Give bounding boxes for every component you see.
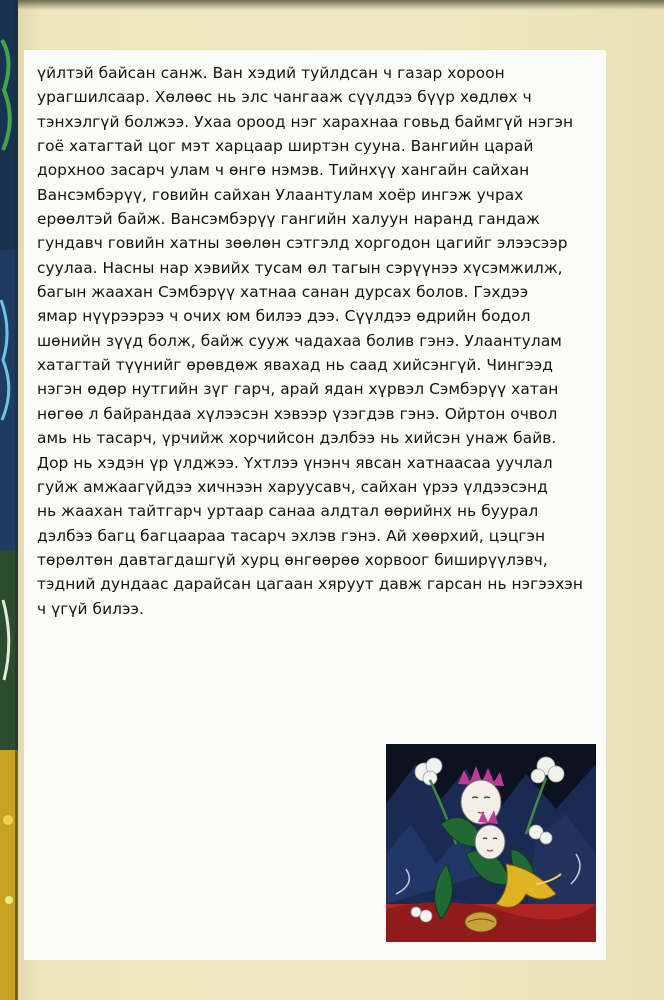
story-illustration (386, 744, 596, 942)
story-paragraph: үйлтэй байсан санж. Ван хэдий туйлдсан ч газар хороон урагшилсаар. Хөлөөс нь элс чангааж сүүлдээ бүүр хөдлөх ч тэнхэлгүй болжээ. Ухаа ороод нэг харахнаа говьд баймгүй нэгэн гоё хатагтай цог мэт харцаар ширтэн сууна. Вангийн царай дорхноо засарч улам ч өнгө нэмэв. Тийнхүү хангайн сайхан Вансэмбэрүү, говийн сайхан Улаантулам хоёр ингэж учрах ерөөлтэй байж. Вансэмбэрүү гангийн халуун наранд гандаж гундавч говийн хатны зөөлөн сэтгэлд хоргодон цагийг элээсээр суулаа. Насны нар хэвийх тусам өл тагын сэрүүнээ хүсэмжилж, багын жаахан Сэмбэрүү хатнаа санан дурсах болов. Гэхдээ ямар нүүрээрээ ч очих юм билээ дээ. Сүүлдээ өдрийн бодол шөнийн зүүд болж, байж сууж чадахаа болив гэнэ. Улаантулам хатагтай түүнийг өрөвдөж явахад нь саад хийсэнгүй. Чингээд нэгэн өдөр нутгийн зүг гарч, арай ядан хүрвэл Сэмбэрүү хатан нөгөө л байрандаа хүлээсэн хэвээр үзэгдэв гэнэ. Ойртон очвол амь нь тасарч, үрчийж хорчийсон дэлбээ нь хийсэн унаж байв. Дор нь хэдэн үр үлджээ. Үхтлээ үнэнч явсан хатнаасаа уучлал гуйж амжаагүйдээ хичнээн харуусавч, сайхан үрээ үлдээсэнд нь жаахан тайтгарч уртаар санаа алдтал өөрийнх нь буурал дэлбээ багц багцаараа тасарч эхлэв гэнэ. Ай хөөрхий, цэцгэн төрөлтөн давтагдашгүй хурц өнгөөрөө хорвоог биширүүлэвч, тэдний дундаас дарайсан цагаан хяруут давж гарсан нь нэгээхэн ч үгүй билээ. (37, 64, 584, 618)
spine-artwork-strip (0, 0, 18, 1000)
scan-top-shadow (0, 0, 664, 10)
